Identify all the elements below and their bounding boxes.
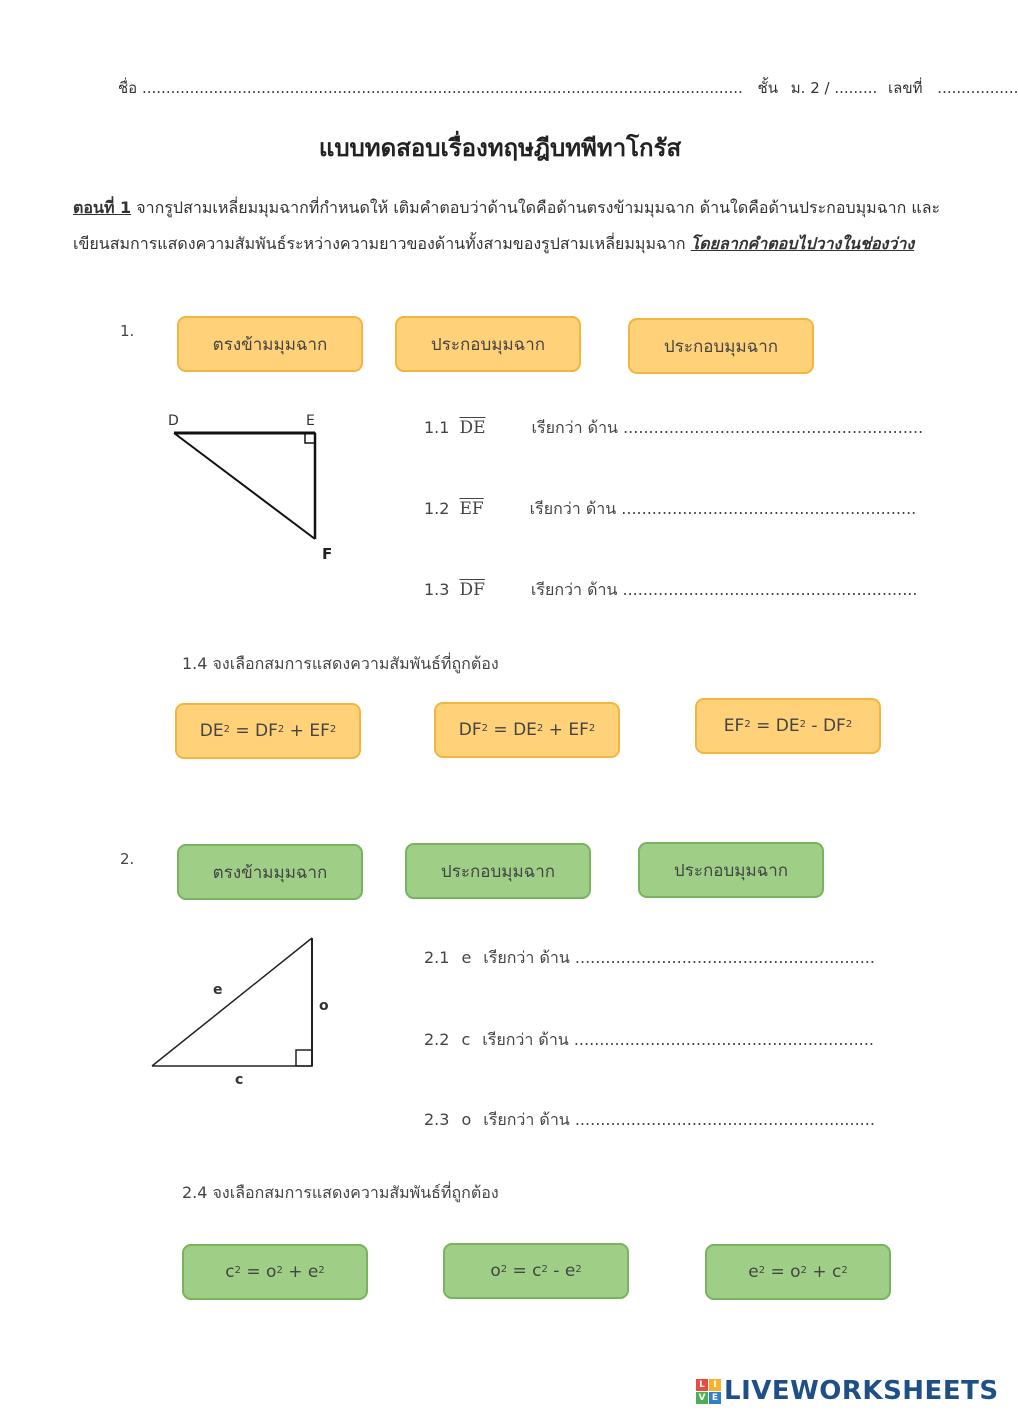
q1-equation-3[interactable] — [695, 698, 881, 754]
segment-ef: $\overline{EF}$ — [459, 499, 484, 519]
logo-mark-v: V — [696, 1392, 708, 1404]
eq-op: = — [488, 720, 514, 740]
eq-term: DE — [513, 720, 537, 740]
q2-equation-3[interactable] — [705, 1244, 891, 1300]
eq-op: = — [750, 716, 776, 736]
q1-answer-blank-2[interactable]: .......................................................... — [621, 499, 917, 518]
q1-chip-hypotenuse[interactable]: ตรงข้ามมุมฉาก — [177, 316, 363, 372]
q2-line-1 — [424, 946, 875, 971]
side-e: e — [461, 948, 472, 967]
eq-term: DE — [199, 721, 224, 741]
eq-exp: 2 — [588, 722, 596, 734]
q1-line-1-text: เรียกว่า ด้าน — [531, 418, 618, 437]
q2-line-1-number: 2.1 — [424, 948, 450, 967]
eq-op: = — [507, 1261, 533, 1281]
label-e-side: e — [213, 982, 223, 998]
label-d: D — [168, 413, 179, 429]
q1-answer-blank-3[interactable]: .......................................................... — [622, 580, 918, 599]
eq-exp: 2 — [536, 722, 544, 734]
eq-op: = — [229, 721, 256, 741]
eq-exp: 2 — [744, 718, 751, 730]
eq-term: e — [307, 1262, 319, 1282]
q1-triangle-diagram — [160, 405, 340, 570]
eq-term: o — [490, 1261, 501, 1281]
eq-term: c — [532, 1261, 542, 1281]
eq-exp: 2 — [234, 1264, 241, 1276]
eq-term: DE — [775, 716, 800, 736]
eq-term: e — [564, 1261, 576, 1281]
q1-equation-2[interactable] — [434, 702, 620, 758]
eq-term: c — [832, 1262, 842, 1282]
eq-exp: 2 — [223, 723, 230, 735]
label-o-side: o — [319, 998, 329, 1014]
eq-exp: 2 — [277, 723, 285, 735]
logo-text: LIVEWORKSHEETS — [724, 1376, 999, 1406]
eq-exp: 2 — [575, 1263, 582, 1275]
class-value: ม. 2 / — [790, 79, 830, 97]
q1-line-1 — [424, 416, 923, 441]
eq-term: o — [790, 1262, 801, 1282]
q1-line-3-number: 1.3 — [424, 580, 450, 599]
triangle-def — [174, 433, 315, 539]
label-f: F — [322, 545, 333, 563]
q1-chip-leg-2[interactable]: ประกอบมุมฉาก — [628, 318, 814, 374]
eq-term: e — [748, 1262, 759, 1282]
q2-answer-blank-3[interactable]: ........................................................... — [574, 1110, 875, 1129]
q1-line-2-number: 1.2 — [424, 499, 450, 518]
eq-op: - — [805, 716, 823, 736]
q1-line-1-number: 1.1 — [424, 418, 450, 437]
q1-number: 1. — [120, 322, 135, 340]
q1-answer-blank-1[interactable]: ........................................................... — [623, 418, 924, 437]
q2-sub-question: 2.4 จงเลือกสมการแสดงความสัมพันธ์ที่ถูกต้อง — [182, 1183, 499, 1202]
logo-mark-icon — [696, 1379, 721, 1404]
q2-line-3 — [424, 1108, 875, 1133]
eq-term: EF — [723, 716, 745, 736]
instructions-text: จากรูปสามเหลี่ยมมุมฉากที่กำหนดให้ เติมคำตอบว่าด้านใดคือด้านตรงข้ามมุมฉาก ด้านใดคือด้านประกอบมุมฉาก และเขียนสมการแสดงความสัมพันธ์ระหว่างความยาวของด้านทั้งสามของรูปสามเหลี่ยมมุมฉาก — [73, 198, 941, 253]
q1-chip-leg-1[interactable]: ประกอบมุมฉาก — [395, 316, 581, 372]
q2-line-3-text: เรียกว่า ด้าน — [483, 1110, 570, 1129]
q2-line-1-text: เรียกว่า ด้าน — [483, 948, 570, 967]
part-label: ตอนที่ 1 — [73, 198, 132, 217]
eq-op: = — [765, 1262, 791, 1282]
q1-sub-question: 1.4 จงเลือกสมการแสดงความสัมพันธ์ที่ถูกต้อง — [182, 654, 499, 673]
q2-chip-leg-2[interactable]: ประกอบมุมฉาก — [638, 842, 824, 898]
q2-chip-leg-1[interactable]: ประกอบมุมฉาก — [405, 843, 591, 899]
q2-line-2-text: เรียกว่า ด้าน — [482, 1030, 569, 1049]
instructions — [73, 190, 943, 262]
q2-number: 2. — [120, 850, 135, 868]
q1-equation-1[interactable] — [175, 703, 361, 759]
q1-line-2 — [424, 497, 916, 522]
eq-term: c — [225, 1262, 235, 1282]
instructions-emphasis: โดยลากคำตอบไปวางในช่องว่าง — [690, 234, 915, 253]
q2-answer-blank-2[interactable]: ........................................................... — [573, 1030, 874, 1049]
name-label: ชื่อ — [118, 79, 138, 97]
eq-exp: 2 — [841, 1264, 848, 1276]
q1-line-3-text: เรียกว่า ด้าน — [530, 580, 618, 599]
q2-line-2-number: 2.2 — [424, 1030, 450, 1049]
class-label: ชั้น — [757, 79, 778, 97]
eq-term: o — [266, 1262, 277, 1282]
number-label: เลขที่ — [888, 79, 923, 97]
eq-term: EF — [568, 720, 589, 740]
eq-term: DF — [822, 716, 846, 736]
logo-mark-i: I — [709, 1379, 721, 1391]
logo-mark-e: E — [709, 1392, 721, 1404]
eq-op: + — [806, 1262, 832, 1282]
eq-exp: 2 — [799, 718, 806, 730]
side-c: c — [461, 1030, 471, 1049]
student-info-line — [118, 76, 1018, 100]
label-e: E — [306, 413, 315, 429]
eq-exp: 2 — [329, 723, 337, 735]
eq-op: + — [284, 721, 310, 741]
logo-mark-l: L — [696, 1379, 708, 1391]
liveworksheets-logo — [696, 1376, 999, 1406]
q2-line-3-number: 2.3 — [424, 1110, 450, 1129]
eq-exp: 2 — [276, 1264, 283, 1276]
side-o: o — [461, 1110, 472, 1129]
eq-term: EF — [309, 721, 330, 741]
eq-exp: 2 — [481, 722, 488, 734]
q1-line-3 — [424, 578, 917, 603]
q2-triangle-diagram — [140, 928, 340, 1093]
number-blank[interactable]: ................. — [937, 79, 1018, 97]
eq-exp: 2 — [800, 1264, 807, 1276]
eq-exp: 2 — [500, 1263, 508, 1275]
q2-answer-blank-1[interactable]: ........................................................... — [574, 948, 875, 967]
eq-exp: 2 — [845, 718, 853, 730]
eq-op: = — [240, 1262, 267, 1282]
eq-op: - — [547, 1261, 565, 1281]
q2-chip-hypotenuse[interactable]: ตรงข้ามมุมฉาก — [177, 844, 363, 900]
name-blank[interactable]: .............................................................................................................................. — [141, 79, 743, 97]
q2-equation-1[interactable] — [182, 1244, 368, 1300]
segment-df: $\overline{DF}$ — [459, 580, 485, 600]
page-title: แบบทดสอบเรื่องทฤษฎีบทพีทาโกรัส — [318, 134, 682, 162]
eq-term: DF — [458, 720, 482, 740]
q2-equation-2[interactable] — [443, 1243, 629, 1299]
label-c-side: c — [235, 1072, 244, 1088]
eq-exp: 2 — [541, 1263, 548, 1275]
segment-de: $\overline{DE}$ — [459, 418, 486, 438]
class-blank[interactable]: ......... — [834, 79, 878, 97]
q2-line-2 — [424, 1028, 874, 1053]
eq-op: + — [543, 720, 569, 740]
eq-exp: 2 — [318, 1264, 325, 1276]
eq-term: DF — [255, 721, 278, 741]
q1-line-2-text: เรียกว่า ด้าน — [529, 499, 617, 518]
eq-exp: 2 — [758, 1264, 766, 1276]
eq-op: + — [282, 1262, 308, 1282]
triangle-eoc — [152, 938, 312, 1066]
